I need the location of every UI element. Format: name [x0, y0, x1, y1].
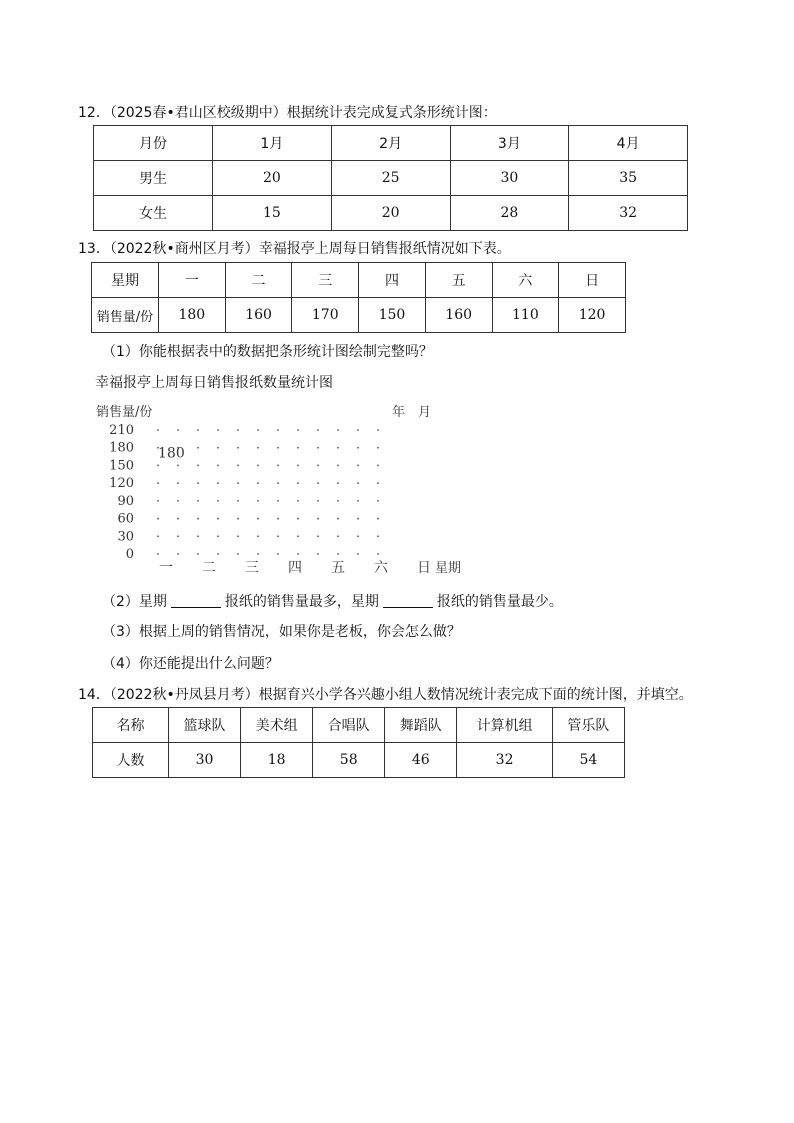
- grid-dot: [317, 553, 319, 555]
- grid-dot: [257, 535, 259, 537]
- q14-table: [92, 707, 625, 778]
- x-tick-label: 一: [159, 560, 173, 576]
- grid-dot: [257, 553, 259, 555]
- grid-dot: [277, 465, 279, 467]
- q13-number: 13．: [78, 241, 110, 257]
- q13-cell: 160: [225, 298, 292, 333]
- grid-dot: [377, 535, 379, 537]
- grid-dot: [157, 535, 159, 537]
- y-tick-label: 150: [109, 458, 134, 474]
- x-tick-label: 四: [288, 560, 302, 576]
- q13-header-cell: 三: [292, 263, 359, 298]
- q13-sub2: [102, 591, 563, 611]
- grid-dot: [157, 500, 159, 502]
- x-tick-label: 三: [245, 560, 259, 576]
- q13-cell: 180: [159, 298, 226, 333]
- y-tick-label: 120: [109, 476, 134, 492]
- grid-dot: [337, 518, 339, 520]
- grid-dot: [237, 482, 239, 484]
- q13-source: （2022秋•商州区月考）: [109, 241, 259, 257]
- q13-header-cell: 四: [359, 263, 426, 298]
- q13-table: [91, 262, 626, 333]
- bar-value-label: 180: [158, 445, 185, 462]
- q13-header-cell: 星期: [92, 263, 159, 298]
- grid-dot: [337, 482, 339, 484]
- grid-dot: [317, 447, 319, 449]
- grid-dot: [197, 429, 199, 431]
- grid-dot: [257, 465, 259, 467]
- grid-dot: [277, 429, 279, 431]
- grid-dot: [377, 465, 379, 467]
- grid-dot: [217, 447, 219, 449]
- grid-dot: [317, 535, 319, 537]
- q13-heading: [78, 238, 511, 258]
- q13-cell: 150: [359, 298, 426, 333]
- q13-sub2-part3: 报纸的销售量最少。: [436, 594, 563, 610]
- grid-dot: [217, 482, 219, 484]
- q12-cell: 35: [569, 161, 688, 196]
- q14-header-cell: 舞蹈队: [385, 708, 457, 743]
- q14-row-label: 人数: [93, 743, 169, 778]
- q13-cell: 120: [559, 298, 626, 333]
- q12-row-label: 男生: [94, 161, 213, 196]
- q12-source: （2025春•君山区校级期中）: [109, 105, 287, 121]
- grid-dot: [257, 518, 259, 520]
- grid-dot: [237, 553, 239, 555]
- q14-header-cell: 管乐队: [552, 708, 624, 743]
- q13-sub2-part1: （2）星期: [102, 594, 167, 610]
- grid-dot: [277, 518, 279, 520]
- q13-cell: 160: [425, 298, 492, 333]
- x-tick-label: 二: [202, 560, 216, 576]
- y-axis-label: 销售量/份: [96, 405, 153, 420]
- grid-dot: [237, 429, 239, 431]
- q13-row-label: 销售量/份: [92, 298, 159, 333]
- grid-dot: [197, 447, 199, 449]
- grid-dot: [217, 465, 219, 467]
- grid-dot: [157, 465, 159, 467]
- grid-dot: [317, 482, 319, 484]
- q12-header-cell: 3月: [450, 126, 569, 161]
- q12-text: 根据统计表完成复式条形统计图：: [286, 105, 497, 121]
- q13-header-cell: 一: [159, 263, 226, 298]
- grid-dot: [277, 482, 279, 484]
- q13-header-cell: 二: [225, 263, 292, 298]
- q12-header-cell: 4月: [569, 126, 688, 161]
- grid-dot: [197, 465, 199, 467]
- q12-header-cell: 1月: [213, 126, 332, 161]
- y-tick-label: 60: [117, 511, 134, 527]
- q14-cell: 58: [313, 743, 385, 778]
- grid-dot: [177, 500, 179, 502]
- q13-header-cell: 五: [425, 263, 492, 298]
- q13-chart-title: 幸福报亭上周每日销售报纸数量统计图: [95, 375, 333, 391]
- grid-dot: [177, 535, 179, 537]
- table-row: [92, 298, 626, 333]
- q14-heading: [78, 684, 693, 704]
- q13-text: 幸福报亭上周每日销售报纸情况如下表。: [258, 241, 511, 257]
- grid-dot: [337, 429, 339, 431]
- q12-table: [93, 125, 688, 231]
- grid-dot: [377, 553, 379, 555]
- q14-cell: 30: [169, 743, 241, 778]
- grid-dot: [177, 482, 179, 484]
- table-row: [94, 196, 688, 231]
- grid-dot: [217, 500, 219, 502]
- y-tick-label: 30: [117, 529, 134, 545]
- grid-dot: [177, 429, 179, 431]
- q14-header-cell: 合唱队: [313, 708, 385, 743]
- grid-dot: [357, 553, 359, 555]
- grid-dot: [197, 518, 199, 520]
- q12-cell: 20: [213, 161, 332, 196]
- grid-dot: [257, 447, 259, 449]
- y-tick-label: 90: [117, 493, 134, 509]
- table-row: [93, 708, 625, 743]
- grid-dot: [337, 535, 339, 537]
- q14-text: 根据育兴小学各兴趣小组人数情况统计表完成下面的统计图，并填空。: [258, 687, 693, 703]
- grid-dot: [357, 447, 359, 449]
- grid-dot: [277, 535, 279, 537]
- grid-dot: [297, 553, 299, 555]
- x-tick-label: 六: [374, 560, 388, 576]
- grid-dot: [157, 482, 159, 484]
- x-axis-label: 星期: [435, 561, 462, 576]
- grid-dot: [377, 500, 379, 502]
- grid-dot: [357, 518, 359, 520]
- grid-dot: [257, 500, 259, 502]
- grid-dot: [297, 447, 299, 449]
- q12-cell: 32: [569, 196, 688, 231]
- q12-number: 12．: [78, 105, 110, 121]
- x-tick-label: 日: [417, 560, 431, 576]
- grid-dot: [377, 482, 379, 484]
- q13-header-cell: 六: [492, 263, 559, 298]
- grid-dot: [157, 518, 159, 520]
- answer-blank-most[interactable]: [171, 593, 221, 608]
- grid-dot: [317, 429, 319, 431]
- grid-dot: [277, 553, 279, 555]
- q12-header-cell: 2月: [331, 126, 450, 161]
- grid-dot: [357, 535, 359, 537]
- grid-dot: [297, 500, 299, 502]
- y-tick-label: 210: [109, 423, 134, 438]
- q14-header-cell: 名称: [93, 708, 169, 743]
- grid-dot: [337, 447, 339, 449]
- grid-dot: [297, 535, 299, 537]
- grid-dot: [237, 535, 239, 537]
- grid-dot: [237, 518, 239, 520]
- date-label: 年 月: [392, 405, 432, 420]
- grid-dot: [177, 465, 179, 467]
- q14-cell: 18: [241, 743, 313, 778]
- q13-cell: 170: [292, 298, 359, 333]
- q13-cell: 110: [492, 298, 559, 333]
- bar-chart: [90, 402, 475, 582]
- grid-dot: [197, 553, 199, 555]
- q12-cell: 20: [331, 196, 450, 231]
- grid-dot: [277, 500, 279, 502]
- q14-number: 14．: [78, 687, 110, 703]
- grid-dot: [317, 500, 319, 502]
- table-row: [92, 263, 626, 298]
- grid-dot: [297, 482, 299, 484]
- grid-dot: [317, 465, 319, 467]
- q12-cell: 15: [213, 196, 332, 231]
- grid-dot: [237, 465, 239, 467]
- y-tick-label: 0: [125, 547, 134, 562]
- grid-dot: [217, 553, 219, 555]
- y-tick-label: 180: [109, 440, 134, 456]
- grid-dot: [357, 429, 359, 431]
- q14-cell: 32: [457, 743, 553, 778]
- q13-sub4: （4）你还能提出什么问题？: [102, 656, 279, 672]
- table-row: [93, 743, 625, 778]
- grid-dot: [217, 429, 219, 431]
- q13-header-cell: 日: [559, 263, 626, 298]
- grid-dot: [357, 500, 359, 502]
- grid-dot: [377, 518, 379, 520]
- grid-dot: [297, 429, 299, 431]
- grid-dot: [377, 447, 379, 449]
- grid-dot: [217, 535, 219, 537]
- grid-dot: [257, 482, 259, 484]
- q12-cell: 30: [450, 161, 569, 196]
- grid-dot: [157, 553, 159, 555]
- grid-dot: [177, 553, 179, 555]
- grid-dot: [337, 500, 339, 502]
- grid-dot: [357, 465, 359, 467]
- grid-dot: [317, 518, 319, 520]
- q12-header-cell: 月份: [94, 126, 213, 161]
- grid-dot: [197, 500, 199, 502]
- grid-dot: [297, 518, 299, 520]
- grid-dot: [217, 518, 219, 520]
- grid-dot: [177, 518, 179, 520]
- q14-cell: 46: [385, 743, 457, 778]
- answer-blank-least[interactable]: [383, 593, 433, 608]
- q13-sub3: （3）根据上周的销售情况，如果你是老板，你会怎么做？: [102, 624, 461, 640]
- grid-dot: [337, 553, 339, 555]
- q12-heading: [78, 102, 497, 122]
- grid-dot: [297, 465, 299, 467]
- grid-dot: [257, 429, 259, 431]
- q13-sub1: （1）你能根据表中的数据把条形统计图绘制完整吗？: [102, 344, 433, 360]
- grid-dot: [237, 500, 239, 502]
- grid-dot: [197, 482, 199, 484]
- q12-cell: 28: [450, 196, 569, 231]
- q14-header-cell: 计算机组: [457, 708, 553, 743]
- x-tick-label: 五: [331, 560, 345, 576]
- q14-header-cell: 篮球队: [169, 708, 241, 743]
- grid-dot: [377, 429, 379, 431]
- grid-dot: [357, 482, 359, 484]
- grid-dot: [337, 465, 339, 467]
- table-row: [94, 126, 688, 161]
- q14-header-cell: 美术组: [241, 708, 313, 743]
- q12-cell: 25: [331, 161, 450, 196]
- q13-sub2-part2: 报纸的销售量最多，星期: [224, 594, 379, 610]
- q14-cell: 54: [552, 743, 624, 778]
- q12-row-label: 女生: [94, 196, 213, 231]
- q14-source: （2022秋•丹凤县月考）: [109, 687, 259, 703]
- grid-dot: [197, 535, 199, 537]
- grid-dot: [157, 429, 159, 431]
- grid-dot: [237, 447, 239, 449]
- grid-dot: [277, 447, 279, 449]
- table-row: [94, 161, 688, 196]
